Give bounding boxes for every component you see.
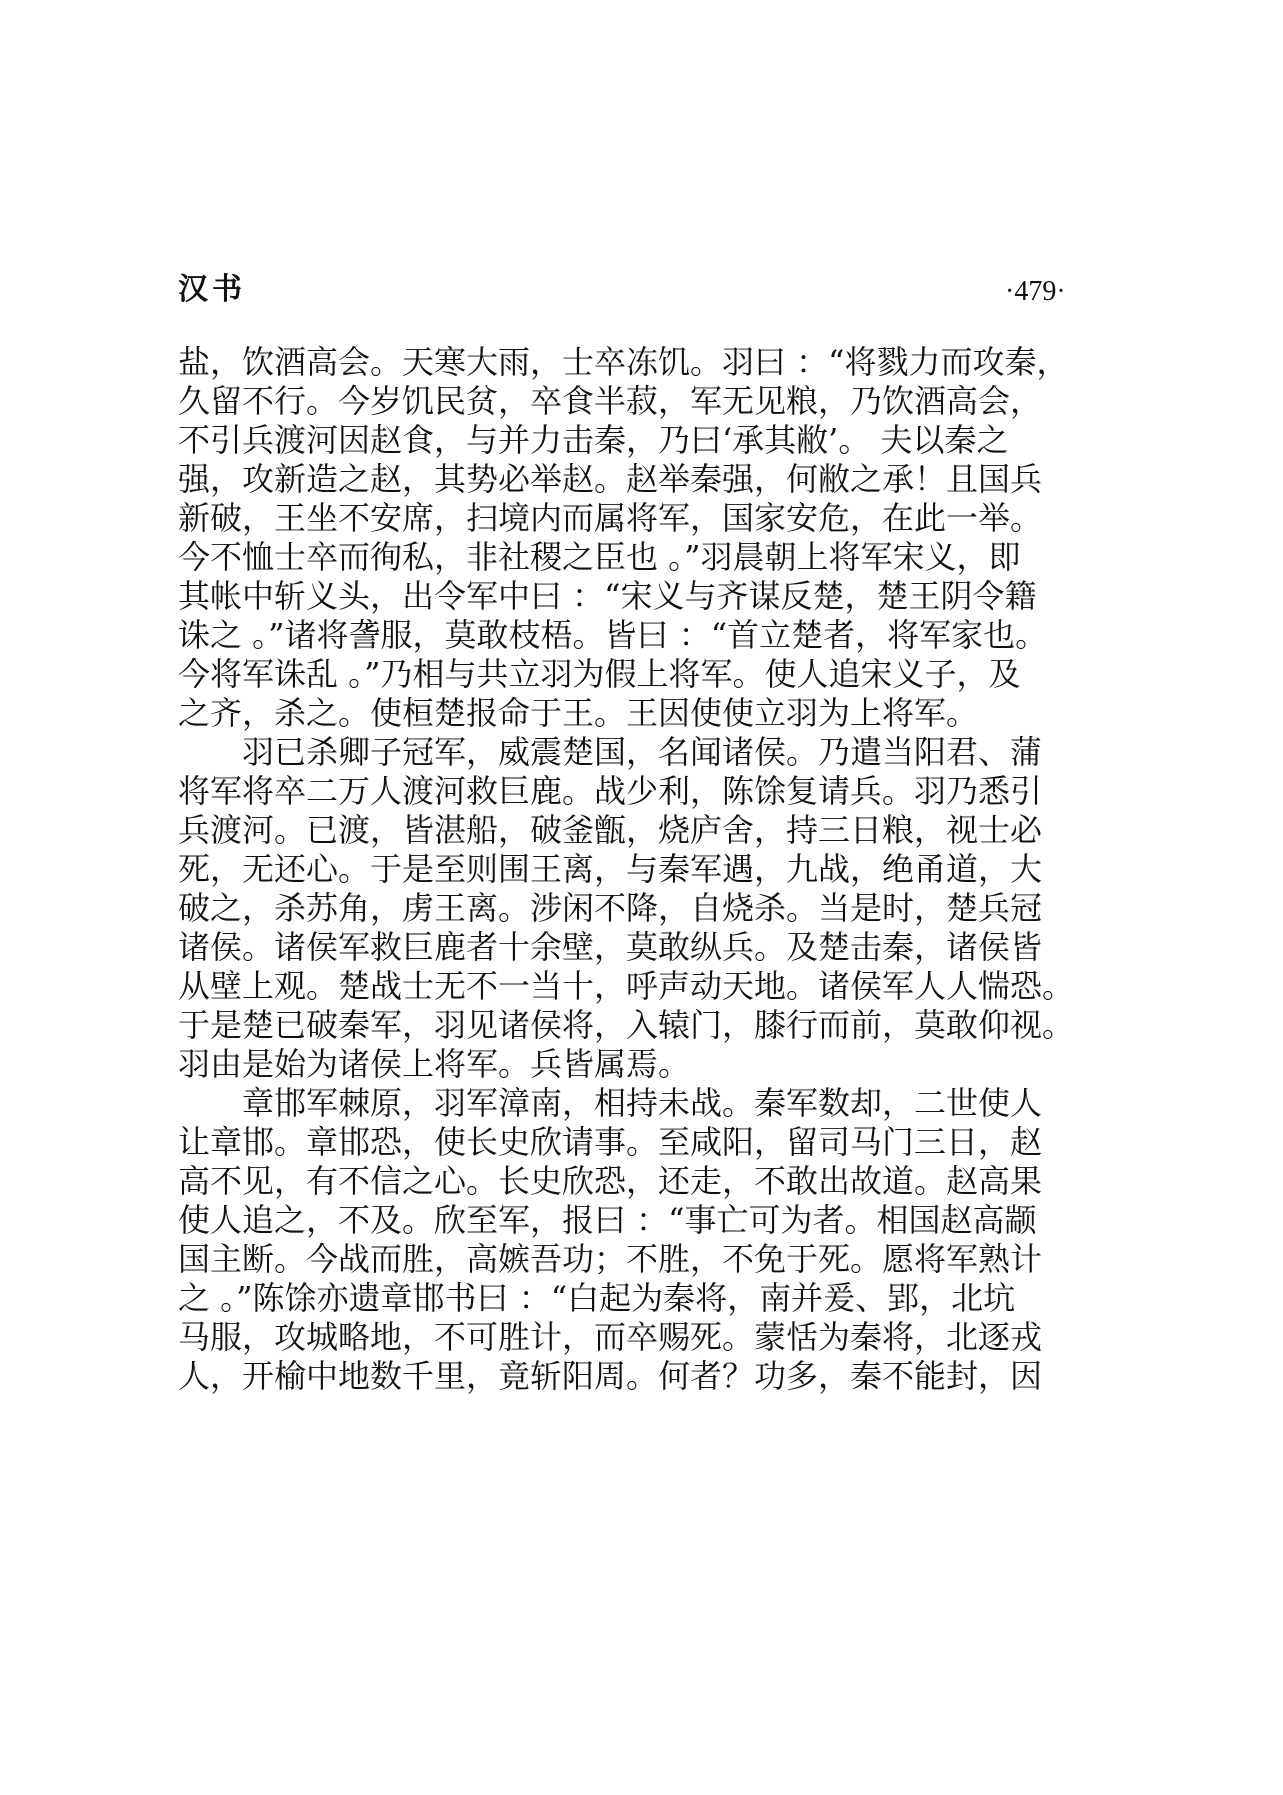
text-line: 破之，杀苏角，虏王离。涉闲不降，自烧杀。当是时，楚兵冠 bbox=[178, 889, 1043, 927]
text-line: 新破，王坐不安席，扫境内而属将军，国家安危，在此一举。 bbox=[178, 499, 1043, 537]
text-line: 死，无还心。于是至则围王离，与秦军遇，九战，绝甬道，大 bbox=[178, 850, 1043, 888]
text-line: 人，开榆中地数千里，竟斩阳周。何者？功多，秦不能封，因 bbox=[178, 1357, 1043, 1395]
text-line: 高不见，有不信之心。长史欣恐，还走，不敢出故道。赵高果 bbox=[178, 1162, 1043, 1200]
text-line: 今不恤士卒而徇私，非社稷之臣也 。”羽晨朝上将军宋义，即 bbox=[178, 538, 1021, 576]
text-line: 盐，饮酒高会。天寒大雨，士卒冻饥。羽曰 ：“将戮力而攻秦， bbox=[178, 343, 1069, 381]
paragraph-first-line: 章邯军棘原，羽军漳南，相持未战。秦军数却，二世使人 bbox=[242, 1084, 1043, 1122]
text-line: 让章邯。章邯恐，使长史欣请事。至咸阳，留司马门三日，赵 bbox=[178, 1123, 1043, 1161]
text-line: 久留不行。今岁饥民贫，卒食半菽，军无见粮，乃饮酒高会， bbox=[178, 382, 1043, 420]
text-line: 不引兵渡河因赵食，与并力击秦，乃曰‘承其敝’。 夫以秦之 bbox=[178, 421, 1009, 459]
text-line: 今将军诛乱 。”乃相与共立羽为假上将军。使人追宋义子，及 bbox=[178, 655, 1021, 693]
text-line: 诸侯。诸侯军救巨鹿者十余壁，莫敢纵兵。及楚击秦，诸侯皆 bbox=[178, 928, 1043, 966]
text-line: 诛之 。”诸将詟服，莫敢枝梧。皆曰 ：“首立楚者，将军家也。 bbox=[178, 616, 1048, 654]
text-line: 兵渡河。已渡，皆湛船，破釜甑，烧庐舍，持三日粮，视士必 bbox=[178, 811, 1043, 849]
text-line: 其帐中斩义头，出令军中曰 ：“宋义与齐谋反楚，楚王阴令籍 bbox=[178, 577, 1037, 615]
text-line: 之齐，杀之。使桓楚报命于王。王因使使立羽为上将军。 bbox=[178, 694, 979, 732]
body-text bbox=[178, 343, 1090, 1396]
text-line: 从壁上观。楚战士无不一当十，呼声动天地。诸侯军人人惴恐。 bbox=[178, 967, 1075, 1005]
running-head-title: 汉书 bbox=[178, 272, 246, 307]
page-number: ·479· bbox=[1005, 276, 1066, 307]
text-line: 使人追之，不及。欣至军，报曰 ：“事亡可为者。相国赵高颛 bbox=[178, 1201, 1037, 1239]
text-line: 将军将卒二万人渡河救巨鹿。战少利，陈馀复请兵。羽乃悉引 bbox=[178, 772, 1043, 810]
text-line: 于是楚已破秦军，羽见诸侯将，入辕门，膝行而前，莫敢仰视。 bbox=[178, 1006, 1075, 1044]
text-line: 强，攻新造之赵，其势必举赵。赵举秦强，何敝之承！且国兵 bbox=[178, 460, 1043, 498]
text-line: 羽由是始为诸侯上将军。兵皆属焉。 bbox=[178, 1045, 691, 1083]
text-line: 之 。”陈馀亦遗章邯书曰 ：“白起为秦将，南并爰、郢，北坑 bbox=[178, 1279, 1016, 1317]
text-line: 马服，攻城略地，不可胜计，而卒赐死。蒙恬为秦将，北逐戎 bbox=[178, 1318, 1043, 1356]
text-line: 国主断。今战而胜，高嫉吾功；不胜，不免于死。愿将军熟计 bbox=[178, 1240, 1043, 1278]
paragraph-first-line: 羽已杀卿子冠军，威震楚国，名闻诸侯。乃遣当阳君、蒲 bbox=[242, 733, 1043, 771]
